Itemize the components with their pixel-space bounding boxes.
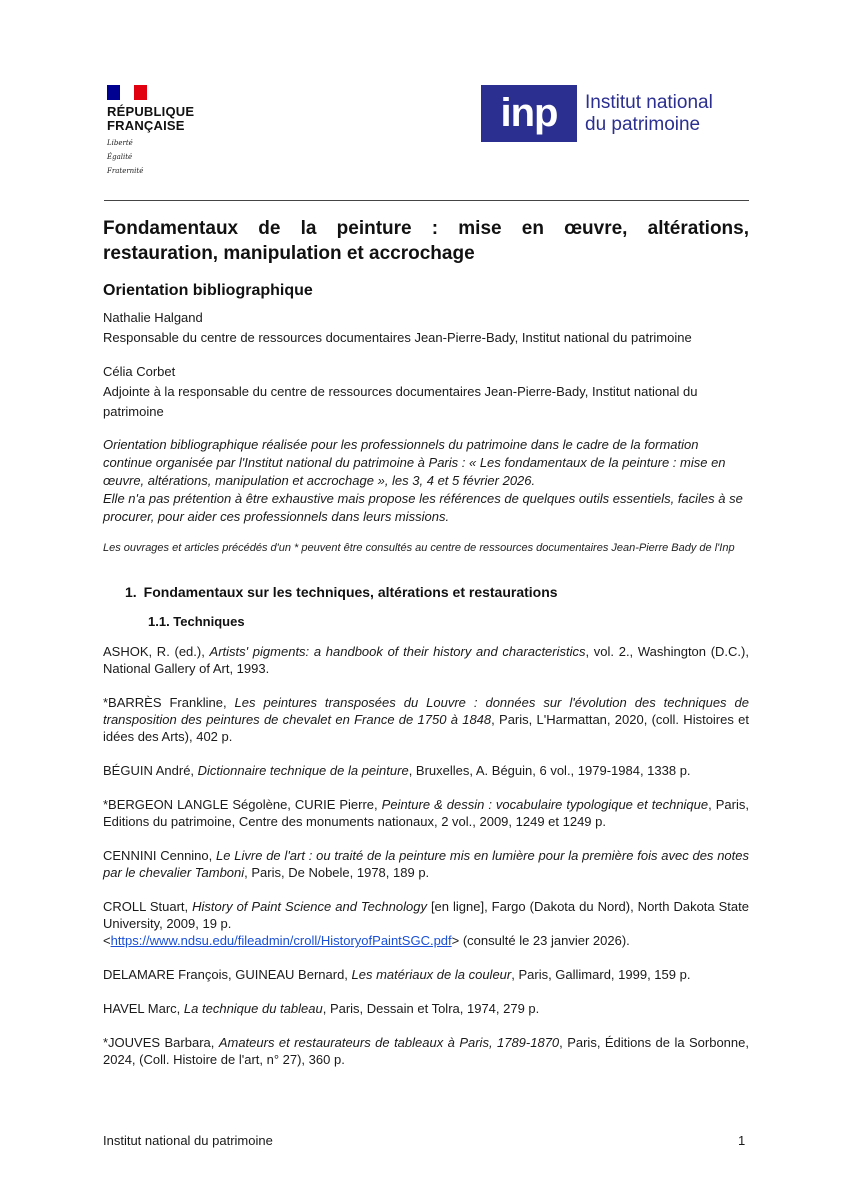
header-divider (104, 200, 749, 201)
author-role: Responsable du centre de ressources documentaires Jean-Pierre-Bady, Institut national du patrimoine (103, 330, 692, 345)
reference-item: CROLL Stuart, History of Paint Science and Technology [en ligne], Fargo (Dakota du Nord), North Dakota State University, 2009, 19 p. <https://www.ndsu.edu/fileadmin/croll/HistoryofPaintSGC.pdf> (consulté le 23 janvier 2026). (103, 899, 749, 948)
author-name: Nathalie Halgand (103, 310, 203, 325)
rf-motto-line2: Égalité (107, 153, 133, 161)
rf-motto-line1: Liberté (107, 139, 133, 147)
section-heading-1: 1. Fondamentaux sur les techniques, altérations et restaurations (125, 584, 558, 600)
inp-mark: inp (481, 85, 577, 142)
inp-name-line2: du patrimoine (585, 113, 701, 135)
reference-item: HAVEL Marc, La technique du tableau, Paris, Dessain et Tolra, 1974, 279 p. (103, 1001, 540, 1016)
inp-name-line1: Institut national (585, 91, 713, 113)
reference-item: *BARRÈS Frankline, Les peintures transposées du Louvre : données sur l'évolution des techniques de transposition des peintures de chevalet en France de 1750 à 1848, Paris, L'Harmattan, 2020, (coll. Histoires et idées des Arts), 402 p. (103, 695, 749, 744)
reference-item: *JOUVES Barbara, Amateurs et restaurateurs de tableaux à Paris, 1789-1870, Paris, Éditions de la Sorbonne, 2024, (Coll. Histoire de l'art, n° 27), 360 p. (103, 1035, 749, 1067)
reference-link[interactable]: https://www.ndsu.edu/fileadmin/croll/HistoryofPaintSGC.pdf (110, 933, 452, 948)
reference-item: ASHOK, R. (ed.), Artists' pigments: a handbook of their history and characteristics, vol. 2., Washington (D.C.), National Gallery of Art, 1993. (103, 644, 749, 676)
rf-name-line1: RÉPUBLIQUE (107, 104, 195, 119)
reference-item: *BERGEON LANGLE Ségolène, CURIE Pierre, Peinture & dessin : vocabulaire typologique et technique, Paris, Editions du patrimoine, Centre des monuments nationaux, 2 vol., 2009, 1249 et 1249 p. (103, 797, 749, 829)
consultation-note: Les ouvrages et articles précédés d'un * peuvent être consultés au centre de ressources documentaires Jean-Pierre Bady de l'Inp (103, 542, 735, 554)
reference-item: BÉGUIN André, Dictionnaire technique de la peinture, Bruxelles, A. Béguin, 6 vol., 1979-1984, 1338 p. (103, 763, 691, 778)
intro-paragraph-2: Elle n'a pas prétention à être exhaustive mais propose les références de quelques outils essentiels, faciles à se procurer, pour aider ces professionnels dans leurs missions. (103, 491, 743, 524)
author-name: Célia Corbet (103, 364, 176, 379)
inp-logo (481, 85, 713, 142)
intro-paragraph: Orientation bibliographique réalisée pour les professionnels du patrimoine dans le cadre de la formation continue organisée par l'Institut national du patrimoine à Paris : « Les fondamentaux de la peinture : mise en œuvre, altérations, manipulation et accrochage », les 3, 4 et 5 février 2026. (103, 437, 726, 488)
page-number: 1 (738, 1133, 746, 1148)
french-flag-icon (107, 85, 147, 100)
document-title: Fondamentaux de la peinture : mise en œuvre, altérations, restauration, manipulation et accrochage (103, 218, 749, 264)
inp-name (585, 92, 713, 136)
document-subtitle: Orientation bibliographique (103, 282, 313, 299)
author-role: Adjointe à la responsable du centre de ressources documentaires Jean-Pierre-Bady, Institut national du patrimoine (103, 384, 698, 419)
footer-institution: Institut national du patrimoine (103, 1133, 273, 1148)
rf-motto-line3: Fraternité (107, 167, 144, 175)
document-body (103, 216, 749, 1068)
reference-list (103, 643, 749, 1068)
section-heading-1-1: 1.1. Techniques (148, 614, 245, 629)
reference-item: CENNINI Cennino, Le Livre de l'art : ou traité de la peinture mis en lumière pour la première fois avec des notes par le chevalier Tamboni, Paris, De Nobele, 1978, 189 p. (103, 848, 749, 880)
republique-francaise-logo (107, 85, 207, 175)
reference-item: DELAMARE François, GUINEAU Bernard, Les matériaux de la couleur, Paris, Gallimard, 1999, 159 p. (103, 967, 691, 982)
rf-name-line2: FRANÇAISE (107, 118, 185, 133)
